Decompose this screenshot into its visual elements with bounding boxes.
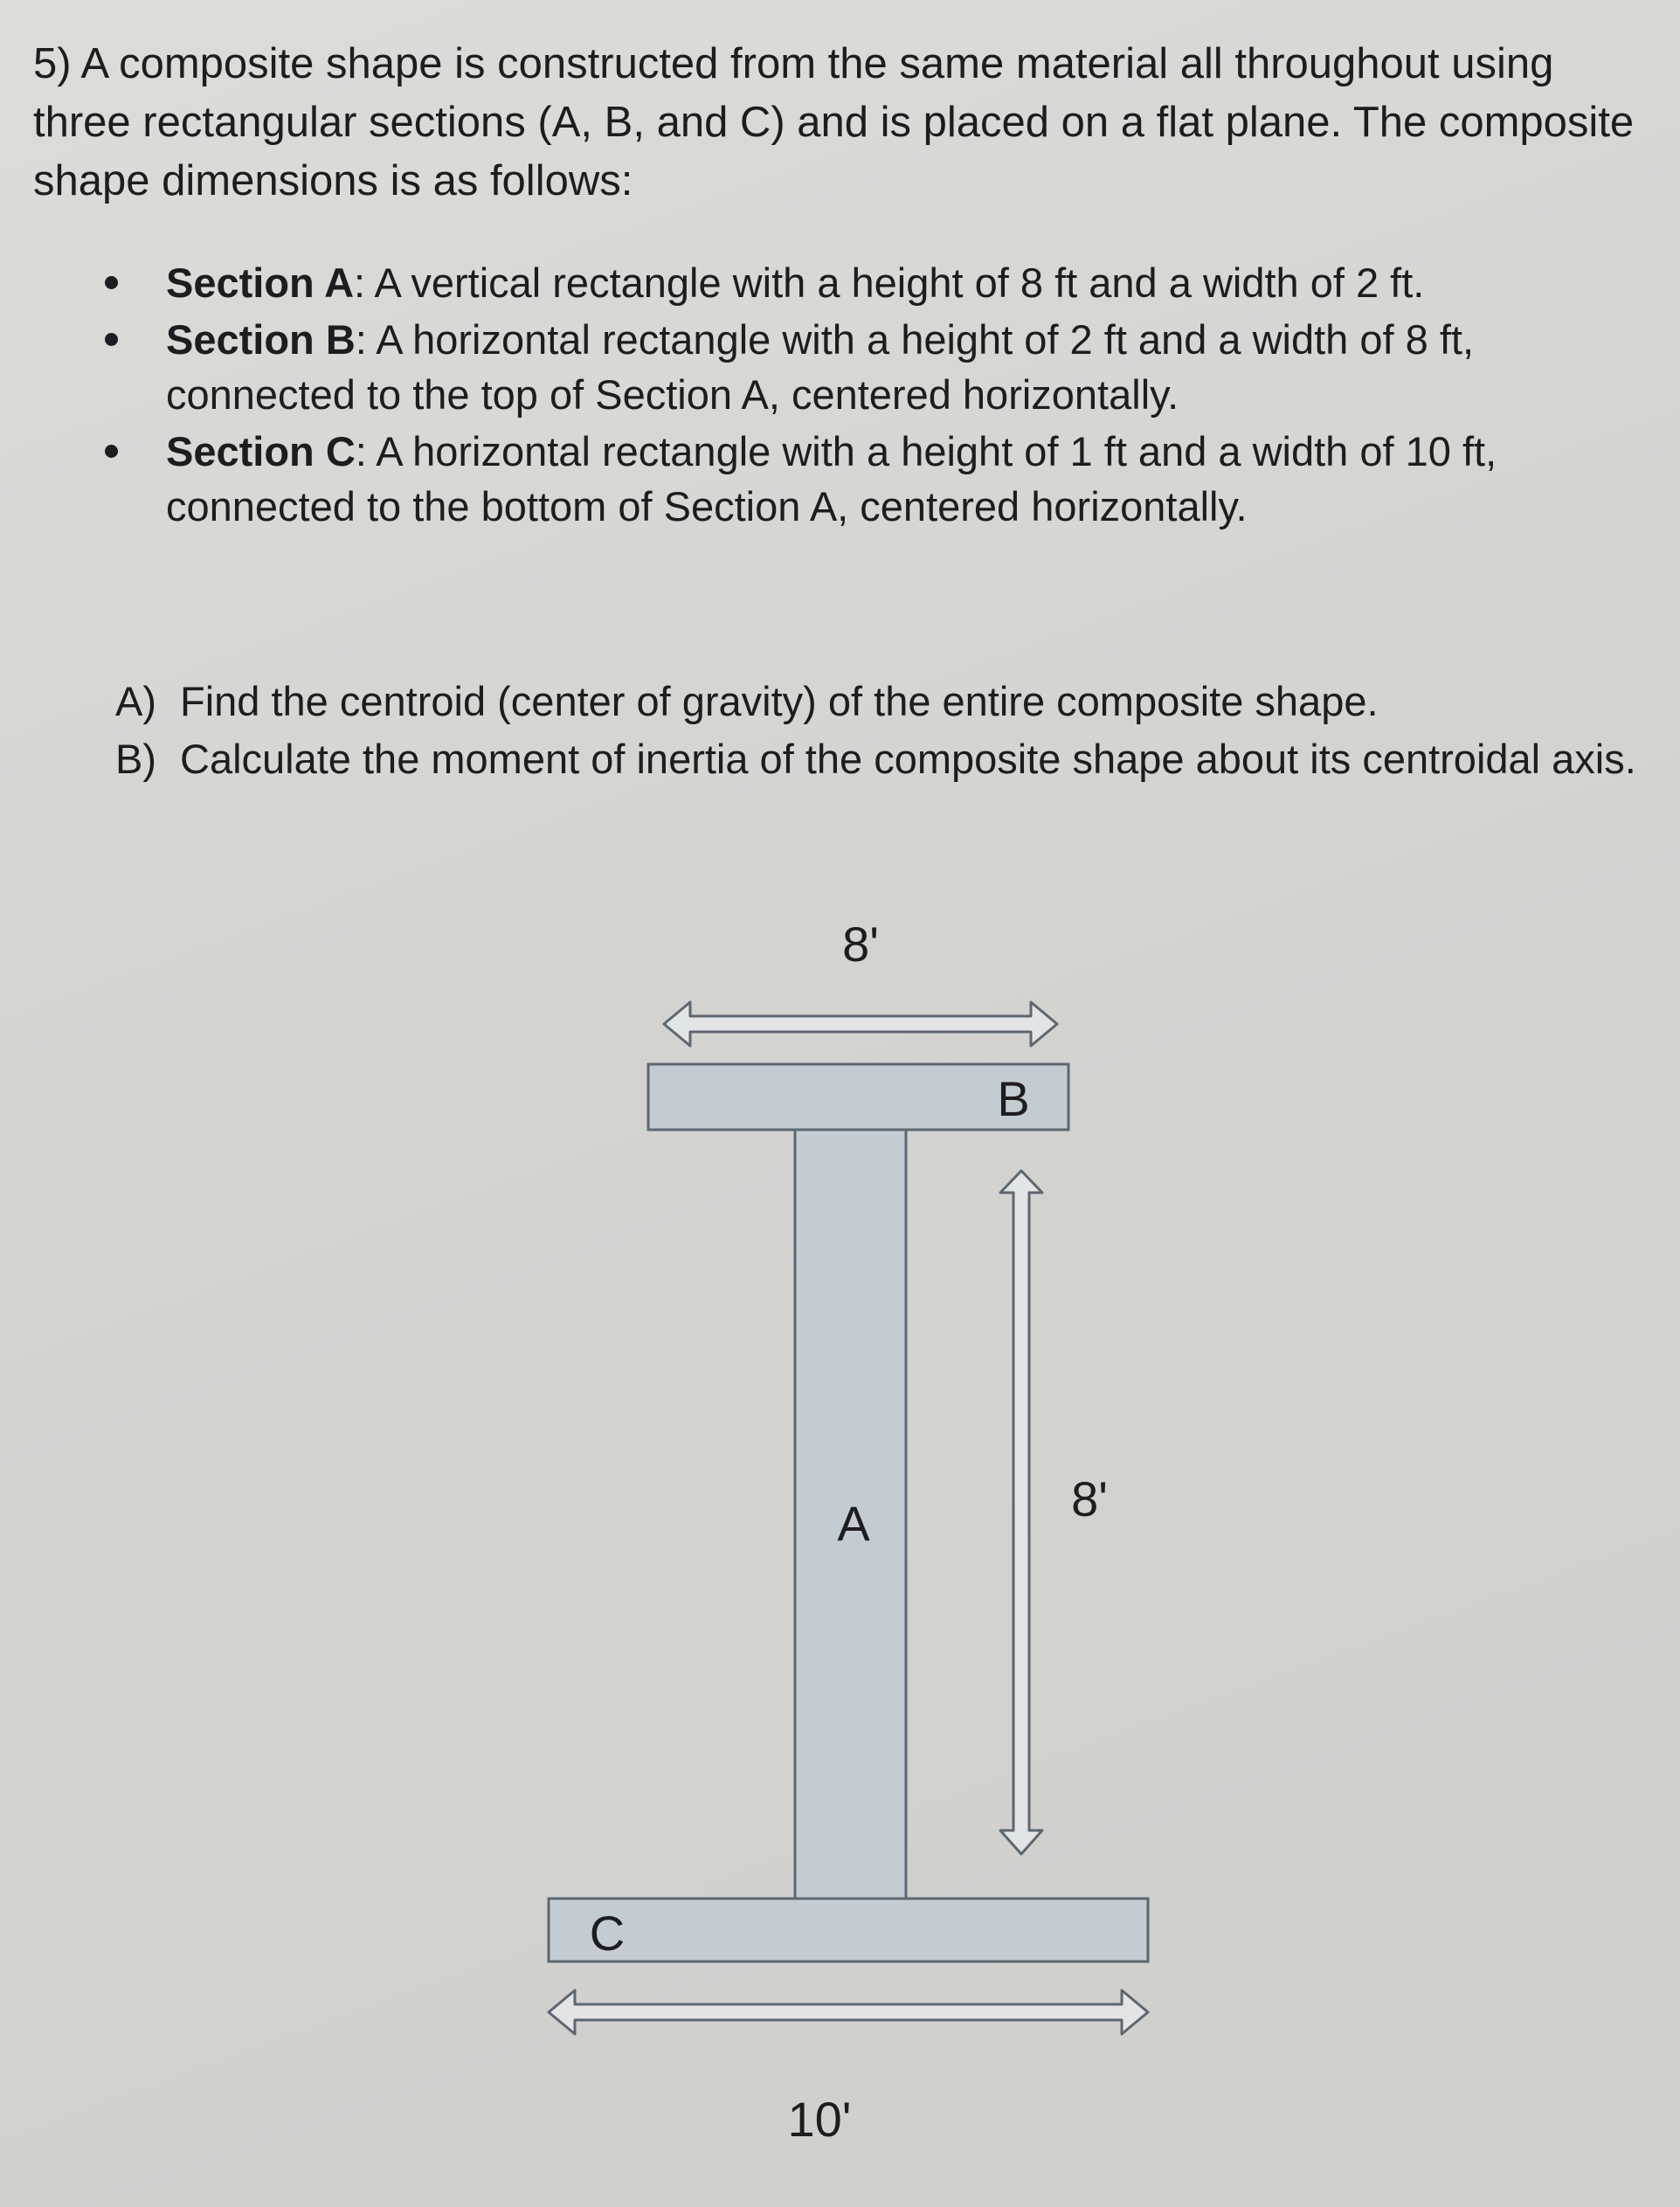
bottom-dimension-arrow	[549, 1990, 1148, 2034]
section-a-label: A	[837, 1496, 870, 1551]
section-b-label: B	[997, 1071, 1030, 1126]
question-text: Calculate the moment of inertia of the composite shape about its centroidal axis.	[180, 736, 1636, 782]
section-desc: : A horizontal rectangle with a height of 1 ft and a width of 10 ft, connected to the bottom of Section A, centered horizontally.	[166, 428, 1497, 529]
section-c-rect	[549, 1899, 1148, 1961]
question-marker: A)	[115, 678, 156, 724]
section-desc: : A horizontal rectangle with a height of 2 ft and a width of 8 ft, connected to the top of Section A, centered horizontally.	[166, 316, 1475, 418]
problem-intro: 5) A composite shape is constructed from the same material all throughout using three rectangular sections (A, B, and C) and is placed on a flat plane. The composite shape dimensions is as follows:	[33, 40, 1635, 204]
section-name: Section C	[166, 428, 356, 474]
right-dimension-label: 8'	[1071, 1471, 1108, 1526]
section-c-label: C	[589, 1906, 626, 1961]
section-desc: : A vertical rectangle with a height of 8 ft and a width of 2 ft.	[354, 259, 1425, 306]
top-dimension-arrow	[664, 1002, 1057, 1046]
section-name: Section B	[166, 316, 356, 363]
section-name: Section A	[166, 259, 355, 306]
question-text: Find the centroid (center of gravity) of the entire composite shape.	[180, 678, 1379, 724]
top-dimension-label: 8'	[842, 917, 879, 972]
bottom-dimension-label: 10'	[787, 2092, 852, 2147]
right-dimension-arrow	[1000, 1171, 1042, 1854]
question-marker: B)	[115, 736, 156, 782]
